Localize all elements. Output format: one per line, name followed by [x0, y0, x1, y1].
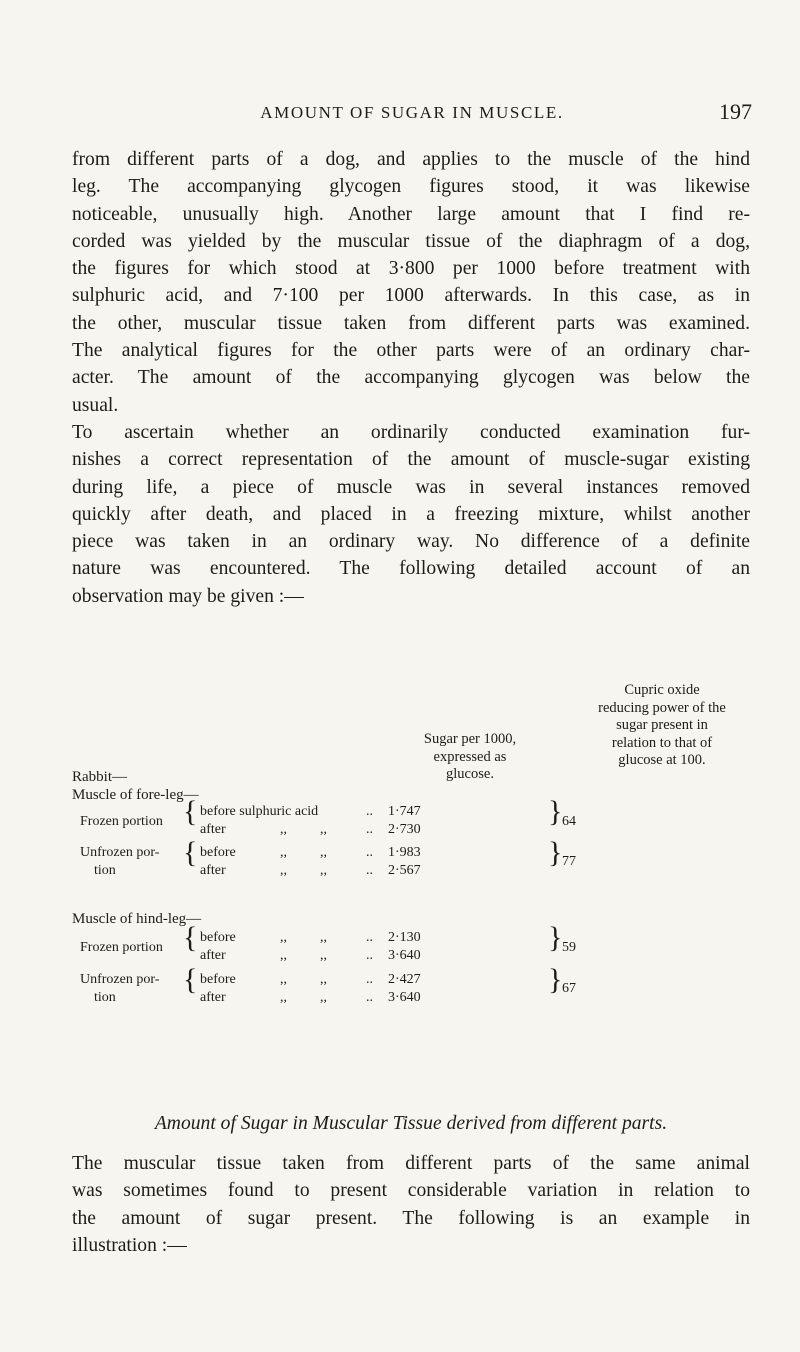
text-line: illustration :—	[72, 1234, 187, 1256]
text-line: the amount of sugar present. The following is an example in	[72, 1207, 750, 1229]
brace-left: {	[183, 963, 198, 996]
text-line: quickly after death, and placed in a freezing mixture, whilst another	[72, 503, 750, 525]
brace-right: }	[548, 836, 563, 869]
text-line: during life, a piece of muscle was in several instances removed	[72, 476, 750, 498]
table-caption: Amount of Sugar in Muscular Tissue derived from different parts.	[154, 1113, 668, 1134]
text-line: leg. The accompanying glycogen figures stood, it was likewise	[72, 176, 750, 198]
text-line: the other, muscular tissue taken from different parts was examined.	[72, 312, 750, 334]
col-head-sugar: Sugar per 1000, expressed as glucose.	[423, 731, 517, 782]
text-line: The muscular tissue taken from different parts of the same animal	[72, 1153, 750, 1174]
row-label-frozen: Frozen portion	[80, 814, 163, 829]
text-line: acter. The amount of the accompanying glycogen was below the	[72, 367, 750, 389]
value-cell: 1·747	[388, 804, 421, 819]
page-number: 197	[719, 99, 752, 124]
ratio-cell: 59	[562, 940, 576, 955]
section-fore-leg: Muscle of fore-leg—	[72, 787, 199, 803]
value-cell: 2·130	[388, 930, 421, 945]
paragraph-1	[72, 146, 750, 419]
row-sub-label: before sulphuric acid	[200, 804, 319, 819]
paragraph-2	[72, 419, 750, 610]
text-line: corded was yielded by the muscular tissue of the diaphragm of a dog,	[72, 230, 750, 252]
ratio-cell: 67	[562, 981, 576, 996]
row-label-unfrozen: Unfrozen por-	[80, 845, 160, 860]
row-label-frozen: Frozen portion	[80, 940, 163, 955]
brace-left: {	[183, 795, 198, 828]
text-line: piece was taken in an ordinary way. No difference of a definite	[72, 531, 750, 553]
page-header	[72, 99, 752, 135]
value-cell: 3·640	[388, 948, 421, 963]
brace-left: {	[183, 921, 198, 954]
ratio-cell: 77	[562, 854, 576, 869]
row-label-unfrozen: Unfrozen por-	[80, 972, 160, 987]
text-line: nishes a correct representation of the amount of muscle-sugar existing	[72, 449, 750, 471]
col-head-cupric: Cupric oxide reducing power of the sugar present in relation to that of glucose at 100.	[598, 682, 726, 768]
text-line: sulphuric acid, and 7·100 per 1000 afterwards. In this case, as in	[72, 285, 750, 307]
text-line: noticeable, unusually high. Another large amount that I find re-	[72, 203, 750, 225]
text-line: was sometimes found to present considerable variation in relation to	[72, 1180, 750, 1202]
value-cell: 2·730	[388, 822, 421, 837]
text-line: usual.	[72, 394, 119, 416]
text-line: the figures for which stood at 3·800 per 1000 before treatment with	[72, 258, 750, 280]
text-line: To ascertain whether an ordinarily conducted examination fur-	[72, 422, 750, 443]
text-line: from different parts of a dog, and applies to the muscle of the hind	[72, 149, 750, 170]
paragraph-3	[72, 1150, 750, 1259]
brace-right: }	[548, 963, 563, 996]
brace-right: }	[548, 795, 563, 828]
text-line: nature was encountered. The following detailed account of an	[72, 558, 750, 580]
value-cell: 2·567	[388, 863, 421, 878]
text-line: observation may be given :—	[72, 585, 304, 607]
section-hind-leg: Muscle of hind-leg—	[72, 911, 202, 927]
text-line: The analytical figures for the other parts were of an ordinary char-	[72, 340, 750, 362]
row-sub-label: after	[200, 822, 226, 837]
ratio-cell: 64	[562, 814, 576, 829]
brace-left: {	[183, 836, 198, 869]
value-cell: 1·983	[388, 845, 421, 860]
brace-right: }	[548, 921, 563, 954]
value-cell: 3·640	[388, 990, 421, 1005]
animal-label: Rabbit—	[72, 769, 127, 785]
running-head: AMOUNT OF SUGAR IN MUSCLE.	[260, 103, 564, 122]
value-cell: 2·427	[388, 972, 421, 987]
sugar-table: Sugar per 1000, expressed as glucose. Cupric oxide reducing power of the sugar present in relation to that of glucose at 100. Rabbit— Muscle of fore-leg— Frozen portion { before sulphuric acid after ,, ,, .. .. 1·747 2·730 } 64 Unfrozen por- tion { before after ,, ,, ,, ,, .. .. 1·983 2·567 } 77 Muscle of hind-leg— Frozen portion { before after ,, ,, ,, ,, .. .. 2·130 3·640 } 59 Unfrozen por- tion { before after ,, ,, ,, ,, .. .. 2·427 3·640 } 67	[72, 680, 772, 1000]
